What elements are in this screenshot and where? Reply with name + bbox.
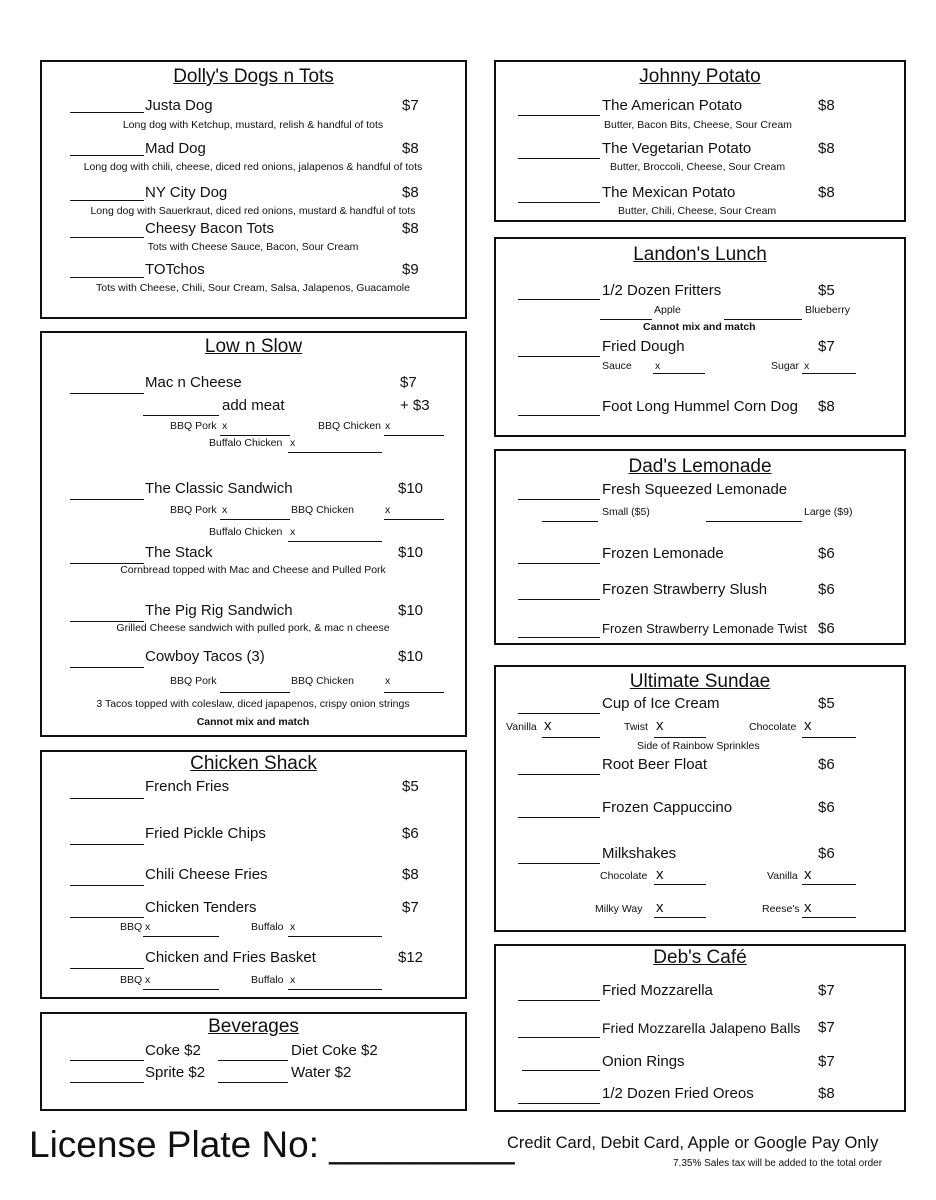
small-size-label: Small ($5) [602,506,650,518]
buffalo-label: Buffalo [251,974,284,986]
option-mark: x [145,974,151,986]
qty-blank[interactable] [522,1070,600,1071]
item-name: Mac n Cheese [145,374,242,391]
option-blank[interactable] [143,989,219,990]
item-price: $8 [818,184,835,201]
option-blank[interactable] [542,737,600,738]
qty-blank[interactable] [518,202,600,203]
johnny-potato-section [494,60,906,222]
item-desc: Tots with Cheese Sauce, Bacon, Sour Cream [147,241,359,253]
option-blank[interactable] [220,519,290,520]
item-name: Cheesy Bacon Tots [145,220,274,237]
add-meat-blank[interactable] [143,415,219,416]
item-name: The Vegetarian Potato [602,140,752,157]
item-price: $8 [402,140,419,157]
item-name: Fried Mozzarella Jalapeno Balls [602,1020,801,1036]
item-price: $10 [398,544,424,561]
item-desc: Grilled Cheese sandwich with pulled pork, & mac n cheese [116,622,390,634]
item-price: $8 [818,97,835,114]
debs-cafe-section [494,944,906,1112]
qty-blank[interactable] [518,1000,600,1001]
item-name: Chili Cheese Fries [145,866,268,883]
dads-lemonade-section [494,449,906,645]
qty-blank[interactable] [70,112,144,113]
item-price: $10 [398,648,424,665]
item-price: $8 [402,220,419,237]
bbq-chicken-label: BBQ Chicken [291,675,355,687]
buffalo-chicken-label: Buffalo Chicken [209,526,283,538]
item-price: $5 [402,778,419,795]
qty-blank[interactable] [70,968,144,969]
item-name: Cowboy Tacos (3) [145,648,265,665]
item-name: Frozen Strawberry Lemonade Twist [602,621,807,636]
add-meat-label: add meat [222,397,285,414]
item-name: Chicken Tenders [145,899,257,916]
item-name: Frozen Cappuccino [602,799,733,816]
item-name: Frozen Lemonade [602,545,724,562]
qty-blank[interactable] [518,1103,600,1104]
option-mark: x [145,921,151,933]
item-name: Fried Dough [602,338,685,355]
qty-blank[interactable] [70,885,144,886]
section-title: Landon's Lunch [633,244,767,265]
item-name: Fried Mozzarella [602,982,713,999]
reeses-label: Reese's [762,903,800,915]
item-price: $5 [818,695,835,712]
bbq-pork-label: BBQ Pork [170,420,217,432]
item-price: $12 [398,949,424,966]
option-blank[interactable] [220,435,290,436]
item-price: $6 [818,620,835,637]
buffalo-label: Buffalo [251,921,284,933]
qty-blank[interactable] [70,393,144,394]
qty-blank[interactable] [518,637,600,638]
option-mark: x [290,526,296,538]
item-price: $8 [818,398,835,415]
qty-blank[interactable] [70,277,144,278]
size-blank[interactable] [542,521,598,522]
item-name: The Mexican Potato [602,184,736,201]
blueberry-label: Blueberry [805,304,850,316]
option-mark: x [804,899,812,916]
section-title: Dolly's Dogs n Tots [173,66,334,87]
item-price: $7 [818,1019,835,1036]
option-blank[interactable] [802,884,856,885]
option-blank[interactable] [384,435,444,436]
option-blank[interactable] [654,884,706,885]
item-name: French Fries [145,778,230,795]
qty-blank[interactable] [70,917,144,918]
item-price: $6 [402,825,419,842]
qty-blank[interactable] [518,774,600,775]
item-price: $6 [818,845,835,862]
qty-blank[interactable] [518,863,600,864]
add-meat-price: + $3 [400,397,430,414]
bbq-pork-label: BBQ Pork [170,675,217,687]
item-name: The Classic Sandwich [145,480,293,497]
option-blank[interactable] [220,692,290,693]
option-mark: x [656,717,664,734]
option-blank[interactable] [384,692,444,693]
item-name: NY City Dog [145,184,228,201]
item-price: $6 [818,799,835,816]
beverages-section [40,1012,467,1111]
license-plate-field[interactable]: License Plate No: _________ [29,1124,515,1165]
item-desc: Long dog with Ketchup, mustard, relish & handful of tots [122,119,384,131]
option-blank[interactable] [802,737,856,738]
qty-blank[interactable] [70,1082,144,1083]
option-blank[interactable] [288,936,382,937]
item-price: $6 [818,545,835,562]
item-price: $7 [402,899,419,916]
beverage-diet-coke: Diet Coke $2 [291,1042,378,1059]
qty-blank[interactable] [70,667,144,668]
item-price: $8 [818,140,835,157]
sales-tax-note: 7.35% Sales tax will be added to the total order [673,1158,883,1169]
item-price: $8 [818,1085,835,1102]
option-mark: x [656,866,664,883]
item-price: $7 [402,97,419,114]
qty-blank[interactable] [218,1082,288,1083]
milky-way-label: Milky Way [595,903,643,915]
size-blank[interactable] [706,521,802,522]
option-blank[interactable] [600,319,652,320]
buffalo-chicken-label: Buffalo Chicken [209,437,283,449]
qty-blank[interactable] [518,817,600,818]
section-title: Chicken Shack [190,753,317,774]
item-price: $9 [402,261,419,278]
qty-blank[interactable] [70,237,144,238]
item-name: Milkshakes [602,845,677,862]
chicken-shack-section [40,750,467,999]
option-blank[interactable] [802,917,856,918]
item-desc: Tots with Cheese, Chili, Sour Cream, Salsa, Jalapenos, Guacamole [96,282,410,294]
option-blank[interactable] [288,541,382,542]
option-mark: x [222,420,228,432]
option-blank[interactable] [654,737,706,738]
option-blank[interactable] [384,519,444,520]
item-name: Chicken and Fries Basket [145,949,316,966]
item-desc: Butter, Chili, Cheese, Sour Cream [618,205,777,217]
item-name: Root Beer Float [602,756,708,773]
item-desc: Butter, Bacon Bits, Cheese, Sour Cream [604,119,792,131]
item-name: Cup of Ice Cream [602,695,720,712]
option-mark: x [385,675,391,687]
qty-blank[interactable] [518,499,600,500]
item-desc: Cornbread topped with Mac and Cheese and Pulled Pork [120,564,386,576]
item-name: Frozen Strawberry Slush [602,581,768,598]
qty-blank[interactable] [70,1060,144,1061]
item-name: Fried Pickle Chips [145,825,266,842]
section-title: Low n Slow [204,336,303,357]
no-mix-note: Cannot mix and match [643,321,756,333]
payment-mobile: Apple or Google Pay Only [683,1134,879,1152]
apple-label: Apple [654,304,681,316]
qty-blank[interactable] [518,299,600,300]
option-blank[interactable] [143,936,219,937]
sprinkles-label: Side of Rainbow Sprinkles [637,740,760,752]
item-price: $6 [818,756,835,773]
option-mark: x [804,866,812,883]
option-mark: x [804,360,810,372]
option-mark: x [385,420,391,432]
qty-blank[interactable] [518,356,600,357]
item-name: Justa Dog [145,97,213,114]
qty-blank[interactable] [518,1037,600,1038]
item-name: 1/2 Dozen Fritters [602,282,722,299]
item-name: The Pig Rig Sandwich [145,602,293,619]
item-desc: 3 Tacos topped with coleslaw, diced japapenos, crispy onion strings [96,698,410,710]
chocolate-label: Chocolate [600,870,648,882]
twist-label: Twist [624,721,648,733]
bbq-chicken-label: BBQ Chicken [291,504,355,516]
landons-lunch-section [494,237,906,437]
option-mark: x [804,717,812,734]
beverage-water: Water $2 [291,1064,352,1081]
sugar-label: Sugar [771,360,800,372]
item-price: $7 [400,374,417,391]
payment-cards: Credit Card, Debit Card, [507,1134,684,1152]
low-n-slow-section [40,331,467,737]
item-price: $8 [402,184,419,201]
item-name: The Stack [145,544,213,561]
section-title: Beverages [208,1016,299,1037]
no-mix-note: Cannot mix and match [196,716,310,728]
large-size-label: Large ($9) [804,506,853,518]
chocolate-label: Chocolate [749,721,797,733]
option-mark: x [656,899,664,916]
item-name: TOTchos [145,261,205,278]
bbq-label: BBQ [120,974,143,986]
bbq-chicken-label: BBQ Chicken [318,420,382,432]
option-mark: x [290,974,296,986]
sauce-label: Sauce [602,360,632,372]
item-name: Mad Dog [145,140,206,157]
item-price: $7 [818,338,835,355]
item-desc: Butter, Broccoli, Cheese, Sour Cream [610,161,786,173]
qty-blank[interactable] [70,844,144,845]
payment-methods [507,1135,878,1152]
section-title: Deb's Café [653,947,747,968]
qty-blank[interactable] [70,155,144,156]
item-name: Onion Rings [602,1053,685,1070]
section-title: Ultimate Sundae [629,671,771,692]
item-desc: Long dog with Sauerkraut, diced red onions, mustard & handful of tots [90,205,416,217]
qty-blank[interactable] [518,713,600,714]
option-mark: x [290,921,296,933]
qty-blank[interactable] [70,499,144,500]
option-mark: x [544,717,552,734]
qty-blank[interactable] [218,1060,288,1061]
qty-blank[interactable] [518,115,600,116]
option-mark: x [655,360,661,372]
option-blank[interactable] [654,917,706,918]
qty-blank[interactable] [518,415,600,416]
vanilla-label: Vanilla [506,721,537,733]
option-blank[interactable] [653,373,705,374]
ultimate-sundae-section [494,665,906,932]
item-desc: Long dog with chili, cheese, diced red onions, jalapenos & handful of tots [83,161,423,173]
item-name: Foot Long Hummel Corn Dog [602,398,798,415]
qty-blank[interactable] [518,599,600,600]
option-mark: x [222,504,228,516]
vanilla-label: Vanilla [767,870,798,882]
qty-blank[interactable] [70,798,144,799]
qty-blank[interactable] [518,563,600,564]
item-name: The American Potato [602,97,743,114]
item-price: $10 [398,602,424,619]
item-price: $6 [818,581,835,598]
option-blank[interactable] [802,373,856,374]
item-price: $8 [402,866,419,883]
option-mark: x [385,504,391,516]
option-blank[interactable] [288,452,382,453]
option-blank[interactable] [288,989,382,990]
bbq-label: BBQ [120,921,143,933]
item-name: 1/2 Dozen Fried Oreos [602,1085,754,1102]
qty-blank[interactable] [70,200,144,201]
item-price: $7 [818,1053,835,1070]
option-blank[interactable] [724,319,802,320]
item-name: Fresh Squeezed Lemonade [602,481,788,498]
item-price: $5 [818,282,835,299]
section-title: Johnny Potato [639,66,761,87]
dolly-section [40,60,467,319]
item-price: $10 [398,480,424,497]
item-price: $7 [818,982,835,999]
beverage-coke: Coke $2 [145,1042,201,1059]
option-mark: x [290,437,296,449]
qty-blank[interactable] [518,158,600,159]
beverage-sprite: Sprite $2 [145,1064,206,1081]
section-title: Dad's Lemonade [628,456,772,477]
bbq-pork-label: BBQ Pork [170,504,217,516]
